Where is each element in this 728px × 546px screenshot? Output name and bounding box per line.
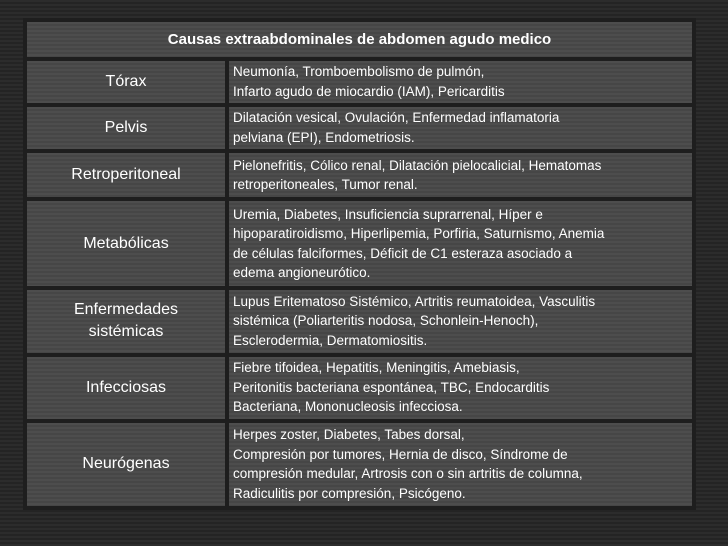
category-cell: Tórax <box>27 61 225 104</box>
description-cell <box>229 201 692 285</box>
description-line: Infarto agudo de miocardio (IAM), Pericarditis <box>233 83 505 99</box>
description-line: Dilatación vesical, Ovulación, Enfermedad inflamatoria <box>233 110 560 126</box>
table-row-infecciosas <box>27 357 692 419</box>
table-header-row <box>27 22 692 57</box>
causes-table-container <box>23 18 696 510</box>
description-line: pelviana (EPI), Endometriosis. <box>233 129 415 145</box>
description-line: Neumonía, Tromboembolismo de pulmón, <box>233 64 485 80</box>
description-line: Esclerodermia, Dermatomiositis. <box>233 332 428 348</box>
description-cell <box>229 107 692 149</box>
description-line: de células falciformes, Déficit de C1 esteraza asociado a <box>233 245 573 261</box>
category-cell: Infecciosas <box>27 357 225 419</box>
description-line: Radiculitis por compresión, Psicógeno. <box>233 485 466 501</box>
description-cell <box>229 290 692 353</box>
description-line: Uremia, Diabetes, Insuficiencia suprarrenal, Híper e <box>233 206 543 222</box>
description-line: edema angioneurótico. <box>233 265 371 281</box>
table-row-pelvis <box>27 107 692 149</box>
description-line: Bacteriana, Mononucleosis infecciosa. <box>233 399 463 415</box>
description-line: Herpes zoster, Diabetes, Tabes dorsal, <box>233 427 465 443</box>
description-line: retroperitoneales, Tumor renal. <box>233 177 418 193</box>
description-line: Lupus Eritematoso Sistémico, Artritis reumatoidea, Vasculitis <box>233 293 596 309</box>
table-row-torax <box>27 61 692 104</box>
category-cell: Retroperitoneal <box>27 153 225 198</box>
description-line: Fiebre tifoidea, Hepatitis, Meningitis, Amebiasis, <box>233 360 520 376</box>
description-cell <box>229 357 692 419</box>
description-cell <box>229 153 692 198</box>
category-cell: Neurógenas <box>27 423 225 506</box>
category-cell: Pelvis <box>27 107 225 149</box>
category-line: sistémicas <box>88 323 164 341</box>
table-title: Causas extraabdominales de abdomen agudo medico <box>27 22 692 57</box>
table-row-retroperitoneal <box>27 153 692 198</box>
category-cell <box>27 290 225 353</box>
category-cell: Metabólicas <box>27 201 225 285</box>
causes-table <box>23 18 696 510</box>
category-line: Enfermedades <box>73 301 179 319</box>
description-line: Peritonitis bacteriana espontánea, TBC, Endocarditis <box>233 379 550 395</box>
table-row-enfermedades-sistemicas <box>27 290 692 353</box>
description-line: Compresión por tumores, Hernia de disco, Síndrome de <box>233 446 568 462</box>
description-line: sistémica (Poliarteritis nodosa, Schonlein-Henoch), <box>233 313 539 329</box>
description-line: compresión medular, Artrosis con o sin artritis de columna, <box>233 466 583 482</box>
description-line: Pielonefritis, Cólico renal, Dilatación pielocalicial, Hematomas <box>233 157 602 173</box>
description-cell <box>229 61 692 104</box>
description-cell <box>229 423 692 506</box>
table-row-metabolicas <box>27 201 692 285</box>
table-row-neurogenas <box>27 423 692 506</box>
description-line: hipoparatiroidismo, Hiperlipemia, Porfiria, Saturnismo, Anemia <box>233 226 605 242</box>
